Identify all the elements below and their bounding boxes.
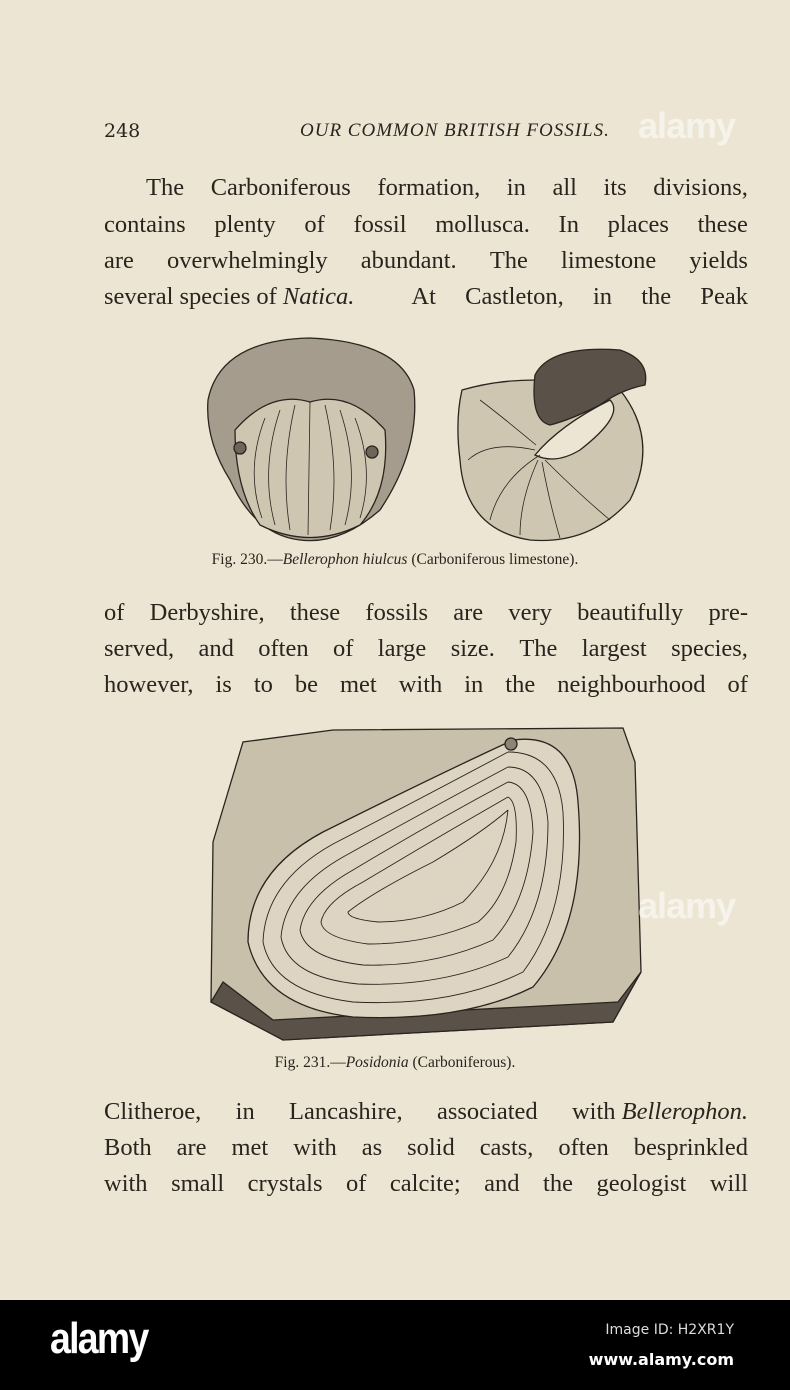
word: these — [697, 211, 748, 238]
word: often — [258, 635, 309, 662]
watermark: alamy — [638, 105, 736, 146]
word: often — [558, 1134, 609, 1161]
word: species, — [671, 635, 748, 662]
word: pre- — [708, 599, 748, 626]
word: in — [506, 174, 526, 201]
word: are — [176, 1134, 207, 1161]
text-line — [104, 1097, 748, 1127]
word: largest — [581, 635, 647, 662]
word: plenty — [214, 211, 276, 238]
text-line — [146, 173, 748, 203]
watermark: alamy — [638, 885, 736, 926]
text: several species of — [104, 283, 283, 310]
word: Both — [104, 1134, 152, 1161]
text-line — [104, 670, 748, 700]
word: very — [508, 599, 552, 626]
text-line — [104, 282, 748, 312]
word: with — [104, 1170, 148, 1197]
word: are — [104, 247, 134, 274]
text: Clitheroe, in Lancashire, associated with — [104, 1098, 622, 1125]
word: and — [198, 635, 234, 662]
word: The — [146, 174, 185, 201]
word: are — [453, 599, 484, 626]
word: mollusca. — [435, 211, 530, 238]
word: its — [603, 174, 627, 201]
word: geologist — [596, 1170, 687, 1197]
word: of — [332, 635, 354, 662]
word: large — [377, 635, 427, 662]
word: formation, — [377, 174, 481, 201]
word: to — [253, 671, 273, 698]
word: as — [361, 1134, 383, 1161]
word: limestone — [561, 247, 657, 274]
word: fossil — [353, 211, 407, 238]
word: contains — [104, 211, 186, 238]
italic-text: Natica. — [282, 283, 355, 310]
word: divisions, — [653, 174, 748, 201]
word: yields — [689, 247, 748, 274]
word: of — [304, 211, 325, 238]
running-title: OUR COMMON BRITISH FOSSILS. — [300, 120, 610, 141]
image-id: Image ID: H2XR1Y — [605, 1322, 734, 1338]
word: be — [294, 671, 318, 698]
word: of — [104, 599, 125, 626]
alamy-logo: alamy — [50, 1314, 148, 1363]
text-line — [104, 1169, 748, 1199]
word: neighbourhood — [557, 671, 706, 698]
word: Carboniferous — [210, 174, 351, 201]
text-line — [104, 1133, 748, 1163]
caption-label: Fig. 230.— — [211, 551, 283, 568]
word: small — [171, 1170, 225, 1197]
word: these — [289, 599, 341, 626]
word: casts, — [479, 1134, 534, 1161]
site-url: www.alamy.com — [588, 1350, 734, 1369]
word: of — [346, 1170, 367, 1197]
word: the — [543, 1170, 573, 1197]
word: in — [464, 671, 484, 698]
page-number: 248 — [104, 120, 141, 142]
word: fossils — [365, 599, 429, 626]
caption-note: (Carboniferous). — [408, 1054, 516, 1071]
word: with — [398, 671, 443, 698]
word: served, — [104, 635, 175, 662]
word: calcite; — [389, 1170, 461, 1197]
word: crystals — [247, 1170, 323, 1197]
word: abundant. — [360, 247, 457, 274]
word: In — [558, 211, 579, 238]
word: overwhelmingly — [167, 247, 328, 274]
caption-species: Posidonia — [345, 1054, 409, 1071]
word: of — [727, 671, 748, 698]
caption-note: (Carboniferous limestone). — [407, 551, 579, 568]
text-line — [104, 598, 748, 628]
word: besprinkled — [633, 1134, 748, 1161]
word: The — [489, 247, 528, 274]
word: Derbyshire, — [149, 599, 265, 626]
word: size. — [450, 635, 495, 662]
word: with — [293, 1134, 337, 1161]
text-line — [104, 210, 748, 240]
stock-banner — [0, 1300, 790, 1390]
word: solid — [407, 1134, 455, 1161]
text-line — [104, 246, 748, 276]
text: At Castleton, in the Peak — [354, 283, 748, 310]
word: met — [339, 671, 377, 698]
figure-230-bellerophon-illustration — [200, 330, 660, 550]
caption-species: Bellerophon hiulcus — [282, 551, 408, 568]
figure-231-caption — [0, 1054, 790, 1072]
word: The — [519, 635, 558, 662]
word: beautifully — [577, 599, 684, 626]
word: will — [709, 1170, 748, 1197]
text-line — [104, 634, 748, 664]
word: the — [505, 671, 536, 698]
word: all — [552, 174, 577, 201]
word: is — [215, 671, 232, 698]
figure-230-caption — [0, 551, 790, 569]
word: and — [484, 1170, 520, 1197]
word: met — [231, 1134, 269, 1161]
word: places — [607, 211, 669, 238]
italic-text: Bellerophon. — [621, 1098, 748, 1125]
word: however, — [104, 671, 194, 698]
figure-231-posidonia-illustration — [203, 722, 643, 1047]
caption-label: Fig. 231.— — [274, 1054, 346, 1071]
